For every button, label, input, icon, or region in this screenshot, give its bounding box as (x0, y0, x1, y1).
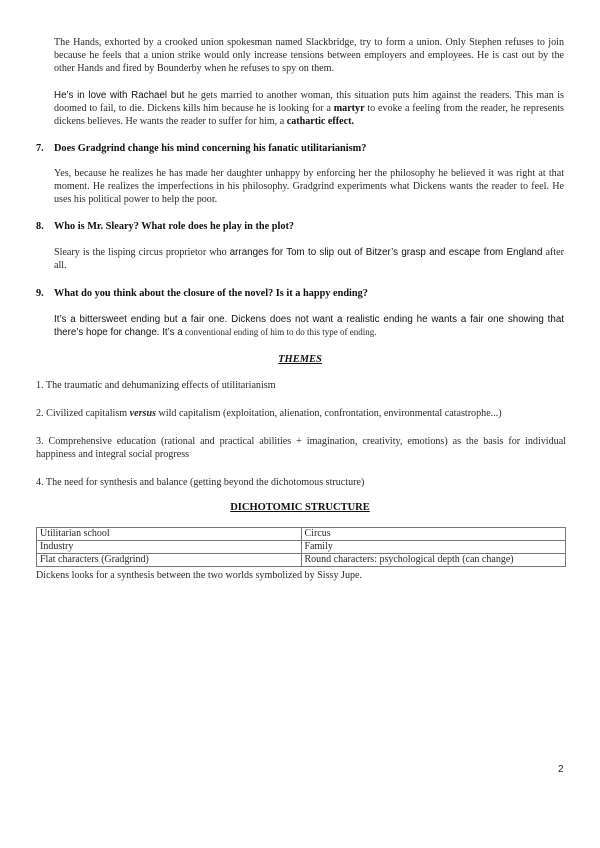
text-run: to evoke a feeling from the reader, he represents dickens believes. He wants the reader to suffer for him, a (54, 103, 564, 127)
question-text: What do you think about the closure of the novel? Is it a happy ending? (54, 288, 368, 299)
table-cell: Utilitarian school (37, 528, 302, 541)
theme-item-2 (36, 407, 566, 420)
answer-7: Yes, because he realizes he has made her daughter unhappy by enforcing her the philosophy he believed it was right at that moment. He realizes the imperfections in his philosophy. Gradgrind experiments what Dickens wants the reader to feel. He uses his political power to help the poor. (54, 168, 564, 205)
text-run: Sleary is the lisping circus proprietor who (54, 247, 230, 258)
table-cell: Family (301, 541, 566, 554)
table-cell: Circus (301, 528, 566, 541)
table-row (37, 554, 566, 567)
question-number: 7. (36, 143, 44, 154)
table-cell: Industry (37, 541, 302, 554)
theme-item-4: 4. The need for synthesis and balance (getting beyond the dichotomous structure) (36, 477, 365, 488)
table-cell: Flat characters (Gradgrind) (37, 554, 302, 567)
question-text: Who is Mr. Sleary? What role does he play in the plot? (54, 221, 295, 232)
handwritten-insert: He’s in love with Rachael but (54, 90, 185, 101)
text-run: after all. (54, 247, 564, 271)
theme-item-3: 3. Comprehensive education (rational and practical abilities + imagination, creativity, emotions) as the basis for individual happiness and integral social progress (36, 436, 566, 460)
dichotomic-heading: DICHOTOMIC STRUCTURE (230, 502, 370, 513)
table-row (37, 528, 566, 541)
paragraph-rachael (54, 89, 564, 128)
theme-item-1: 1. The traumatic and dehumanizing effects of utilitarianism (36, 380, 276, 391)
handwritten-insert: It’s a bittersweet ending but a fair one. Dickens does not want a realistic ending he wants a fair one showing that there’s hope for change. It’s a (54, 314, 564, 338)
text-run: wild capitalism (exploitation, alienation, confrontation, environmental catastrophe...) (156, 408, 502, 419)
handwritten-insert: arranges for Tom to slip out of Bitzer’s grasp and escape from England (229, 247, 543, 258)
page-number: 2 (558, 764, 564, 775)
question-number: 8. (36, 221, 44, 232)
synthesis-note: Dickens looks for a synthesis between the two worlds symbolized by Sissy Jupe. (36, 570, 363, 581)
text-run: 2. Civilized capitalism (36, 408, 130, 419)
term-versus: versus (129, 408, 156, 419)
answer-9 (54, 313, 564, 339)
question-number: 9. (36, 288, 44, 299)
table-cell: Round characters: psychological depth (can change) (301, 554, 566, 567)
table-row (37, 541, 566, 554)
term-martyr: martyr (333, 103, 365, 114)
question-9 (36, 287, 566, 300)
term-cathartic: cathartic effect. (286, 116, 354, 127)
answer-8 (54, 246, 564, 272)
paragraph-hands: The Hands, exhorted by a crooked union spokesman named Slackbridge, try to form a union. Only Stephen refuses to join because he feels that a union strike would only increase tensions between employers and employees. He is cast out by the other Hands and fired by Bounderby when he refuses to spy on them. (54, 37, 564, 74)
question-8 (36, 220, 566, 233)
text-run: he gets married to another woman, this situation puts him against the readers. This man is doomed to fail, to die. Dickens kills him because he is looking for a (54, 90, 564, 114)
themes-heading: THEMES (278, 354, 322, 365)
dichotomy-table (36, 527, 566, 567)
question-7 (36, 142, 566, 155)
question-text: Does Gradgrind change his mind concerning his fanatic utilitarianism? (54, 143, 367, 154)
text-run: conventional ending of him to do this type of ending. (182, 327, 377, 337)
